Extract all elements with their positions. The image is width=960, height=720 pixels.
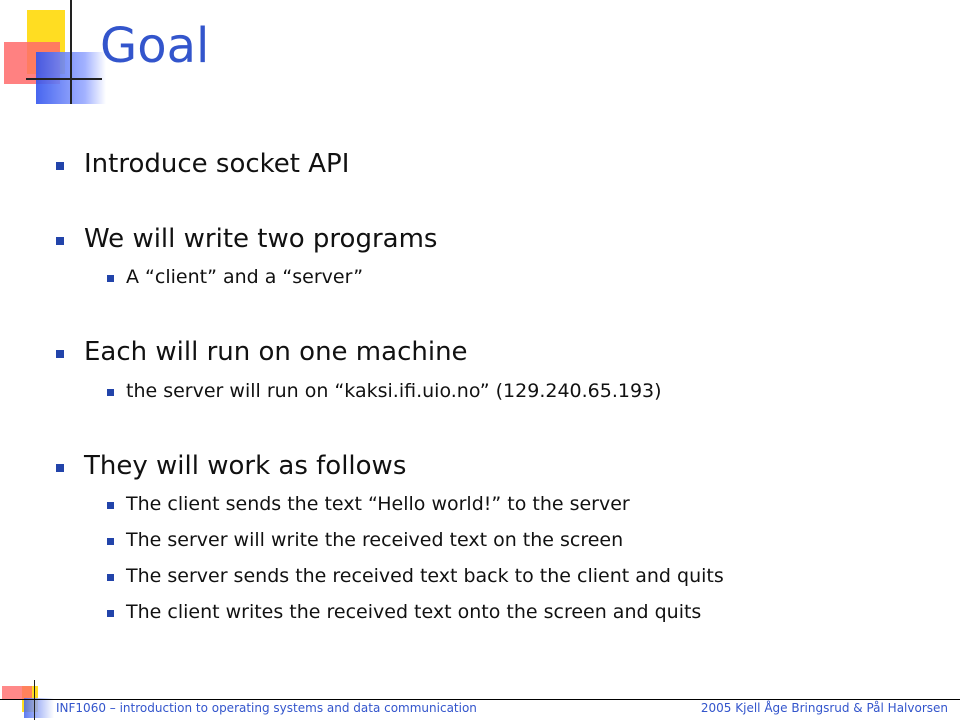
footer-blue-block [24, 698, 54, 718]
bullet-item: They will work as follows [84, 451, 407, 481]
footer-vertical-line [34, 680, 35, 720]
footer-left-text: INF1060 – introduction to operating systems and data communication [56, 701, 477, 715]
bullet-marker [56, 162, 64, 170]
sub-bullet-item: the server will run on “kaksi.ifi.uio.no” (129.240.65.193) [126, 380, 662, 402]
sub-bullet-marker [107, 275, 114, 282]
footer-decoration [0, 680, 60, 720]
sub-bullet-marker [107, 574, 114, 581]
bullet-marker [56, 237, 64, 245]
sub-bullet-item: The client sends the text “Hello world!” to the server [126, 493, 630, 515]
slide-title: Goal [100, 18, 210, 74]
sub-bullet-item: A “client” and a “server” [126, 266, 364, 288]
bullet-item: We will write two programs [84, 224, 438, 254]
bullet-marker [56, 350, 64, 358]
bullet-item: Introduce socket API [84, 149, 350, 179]
footer-divider [0, 699, 960, 700]
sub-bullet-marker [107, 389, 114, 396]
sub-bullet-item: The server will write the received text on the screen [126, 529, 624, 551]
sub-bullet-item: The server sends the received text back to the client and quits [126, 565, 724, 587]
sub-bullet-item: The client writes the received text onto the screen and quits [126, 601, 702, 623]
bullet-item: Each will run on one machine [84, 337, 468, 367]
sub-bullet-marker [107, 610, 114, 617]
footer-right-text: 2005 Kjell Åge Bringsrud & Pål Halvorsen [700, 701, 948, 715]
sub-bullet-marker [107, 538, 114, 545]
bullet-marker [56, 464, 64, 472]
sub-bullet-marker [107, 502, 114, 509]
